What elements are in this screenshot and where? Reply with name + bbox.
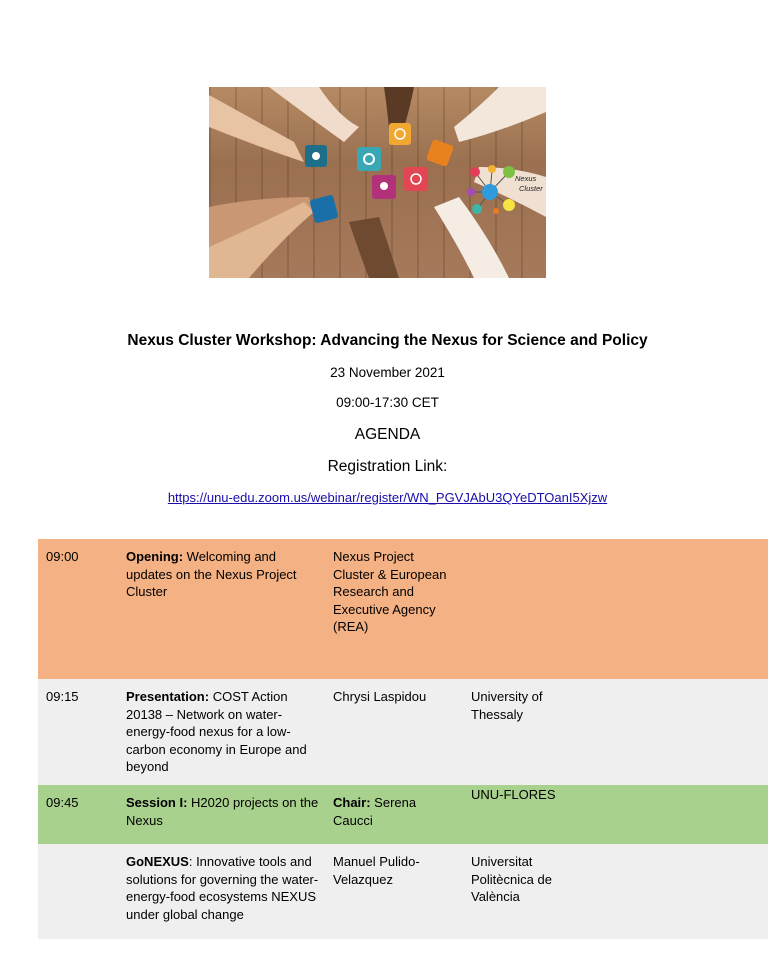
registration-label: Registration Link:	[327, 458, 448, 475]
row-organization: Universitat Politècnica de València	[471, 854, 552, 904]
row-speaker: Chrysi Laspidou	[333, 689, 427, 704]
row-speaker: Manuel Pulido-Velazquez	[333, 854, 420, 887]
registration-link[interactable]: https://unu-edu.zoom.us/webinar/register/WN_PGVJAbU3QYeDTOanI5Xjzw	[167, 490, 608, 505]
puzzle-hands-illustration	[209, 87, 546, 278]
row-time: 09:00	[46, 549, 79, 564]
agenda-row-session-1	[38, 785, 768, 844]
row-chair: Chair: Serena Caucci	[333, 795, 417, 828]
row-time: 09:45	[46, 795, 79, 810]
agenda-heading: AGENDA	[354, 426, 421, 443]
agenda-row-gonexus	[38, 844, 768, 939]
svg-text:Cluster: Cluster	[519, 184, 543, 193]
workshop-date: 23 November 2021	[330, 365, 445, 380]
row-description: GoNEXUS: Innovative tools and solutions for governing the water-energy-food ecosystems NEXUS under global change	[126, 854, 319, 922]
agenda-row-opening	[38, 539, 768, 679]
row-organization: UNU-FLORES	[471, 787, 556, 802]
row-description: Presentation: COST Action 20138 – Network on water-energy-food nexus for a low-carbon economy in Europe and beyond	[126, 689, 307, 774]
svg-text:Nexus: Nexus	[515, 174, 537, 183]
workshop-time: 09:00-17:30 CET	[336, 395, 439, 410]
workshop-photo	[209, 87, 546, 278]
row-time: 09:15	[46, 689, 79, 704]
agenda-row-presentation	[38, 679, 768, 785]
row-speaker: Nexus Project Cluster & European Research and Executive Agency (REA)	[333, 549, 447, 634]
row-organization: University of Thessaly	[471, 689, 543, 722]
row-description: Session I: H2020 projects on the Nexus	[126, 795, 319, 828]
row-description: Opening: Welcoming and updates on the Nexus Project Cluster	[126, 549, 297, 599]
workshop-title: Nexus Cluster Workshop: Advancing the Nexus for Science and Policy	[127, 332, 648, 349]
